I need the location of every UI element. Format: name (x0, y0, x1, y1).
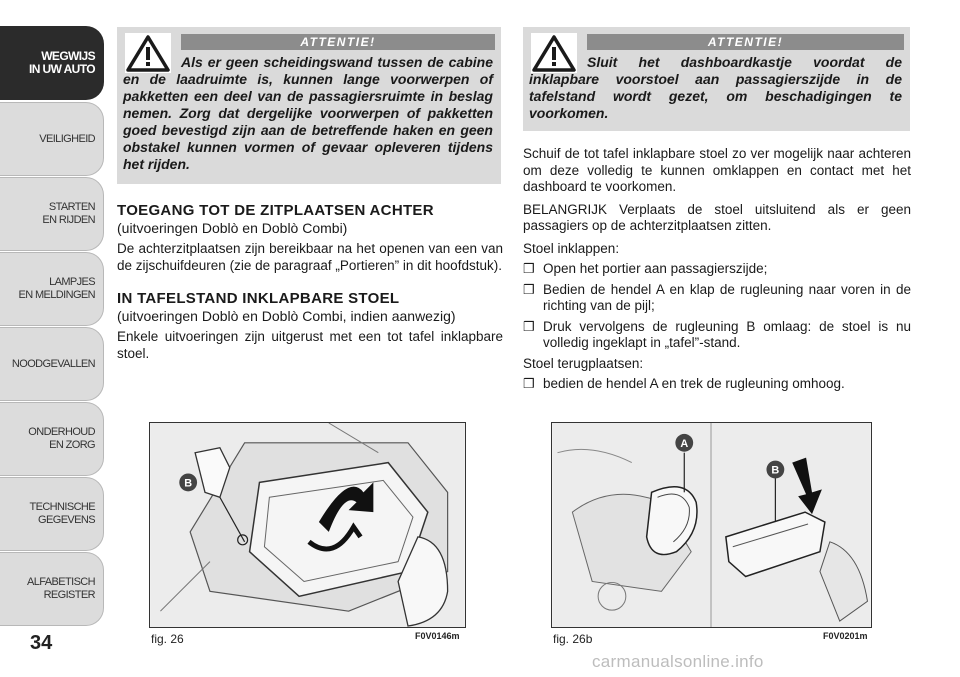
checkbox-bullet-icon: ❒ (523, 261, 535, 276)
figure-seat-lever (551, 422, 872, 628)
figure-caption-right: fig. 26b (553, 632, 593, 646)
checkbox-bullet-icon: ❒ (523, 281, 535, 297)
list-item (523, 261, 911, 278)
section-subheading: (uitvoeringen Doblò en Doblò Combi, indien aanwezig) (117, 308, 456, 324)
tab-onderhoud[interactable]: ONDERHOUD EN ZORG (0, 402, 104, 476)
list-item-text: Open het portier aan passagierszijde; (543, 261, 768, 276)
tab-veiligheid[interactable]: VEILIGHEID (0, 102, 104, 176)
list-item (523, 319, 911, 352)
section-paragraph: Enkele uitvoeringen zijn uitgerust met een tot tafel inklapbare stoel. (117, 329, 503, 361)
label-b: B (771, 464, 780, 477)
return-heading: Stoel terugplaatsen: (523, 355, 644, 371)
section-subheading: (uitvoeringen Doblò en Doblò Combi) (117, 220, 348, 236)
warning-box-right (523, 27, 910, 131)
list-item-text: bedien de hendel A en trek de rugleuning omhoog. (543, 376, 845, 391)
figure-code-left: F0V0146m (415, 631, 460, 641)
warning-text: Sluit het dashboardkastje voordat de inklapbare voorstoel aan passagierszijde in de tafelstand wordt gezet, om beschadigingen te voorkomen. (529, 54, 902, 121)
warning-title: ATTENTIE! (181, 34, 495, 50)
warning-box-left (117, 27, 501, 184)
fold-heading: Stoel inklappen: (523, 240, 620, 256)
tab-noodgevallen[interactable]: NOODGEVALLEN (0, 327, 104, 401)
tab-wegwijs[interactable]: WEGWIJS IN UW AUTO (0, 26, 104, 100)
list-item-text: Druk vervolgens de rugleuning B omlaag: de stoel is nu volledig ingeklapt in „tafel”-stand. (543, 318, 911, 350)
paragraph: Schuif de tot tafel inklapbare stoel zo ver mogelijk naar achteren om deze volledig te kunnen omklappen en contact met het dashboard te voorkomen. (523, 146, 911, 194)
seat-illustration-icon (150, 423, 465, 627)
left-column (117, 202, 503, 368)
section-paragraph: De achterzitplaatsen zijn bereikbaar na het openen van een van de zijschuifdeuren (zie de paragraaf „Portieren” in dit hoofdstuk). (117, 241, 503, 273)
watermark: carmanualsonline.info (592, 652, 764, 671)
figure-seat-folding (149, 422, 466, 628)
tab-register[interactable]: ALFABETISCH REGISTER (0, 552, 104, 626)
list-item (523, 376, 911, 393)
list-item (523, 282, 911, 315)
figure-caption-left: fig. 26 (151, 632, 184, 646)
page-number: 34 (30, 632, 53, 654)
seat-lever-illustration-icon (552, 423, 871, 627)
warning-text: Als er geen scheidingswand tussen de cabine en de laadruimte is, kunnen lange voorwerpen of pakketten een deel van de passagiersruimte in beslag nemen. Zorg dat dergelijke voorwerpen of pakketten goed bevestigd zijn aan de betreffende haken en geen obstakel kunnen vormen of gevaar opleveren tijdens het rijden. (123, 54, 493, 172)
tab-technische[interactable]: TECHNISCHE GEGEVENS (0, 477, 104, 551)
tab-lampjes[interactable]: LAMPJES EN MELDINGEN (0, 252, 104, 326)
checkbox-bullet-icon: ❒ (523, 376, 535, 391)
list-item-text: Bedien de hendel A en klap de rugleuning naar voren in de richting van de pijl; (543, 281, 911, 313)
right-column (523, 146, 911, 397)
warning-title: ATTENTIE! (587, 34, 904, 50)
figure-code-right: F0V0201m (823, 631, 868, 641)
paragraph-important: BELANGRIJK Verplaats de stoel uitsluitend als er geen passagiers op de achterzitplaatsen zitten. (523, 201, 911, 233)
section-heading-table-seat: IN TAFELSTAND INKLAPBARE STOEL (117, 290, 400, 307)
tab-starten[interactable]: STARTEN EN RIJDEN (0, 177, 104, 251)
section-heading-access: TOEGANG TOT DE ZITPLAATSEN ACHTER (117, 202, 434, 219)
label-a: A (680, 437, 689, 450)
checkbox-bullet-icon: ❒ (523, 318, 535, 334)
label-b: B (184, 477, 193, 490)
